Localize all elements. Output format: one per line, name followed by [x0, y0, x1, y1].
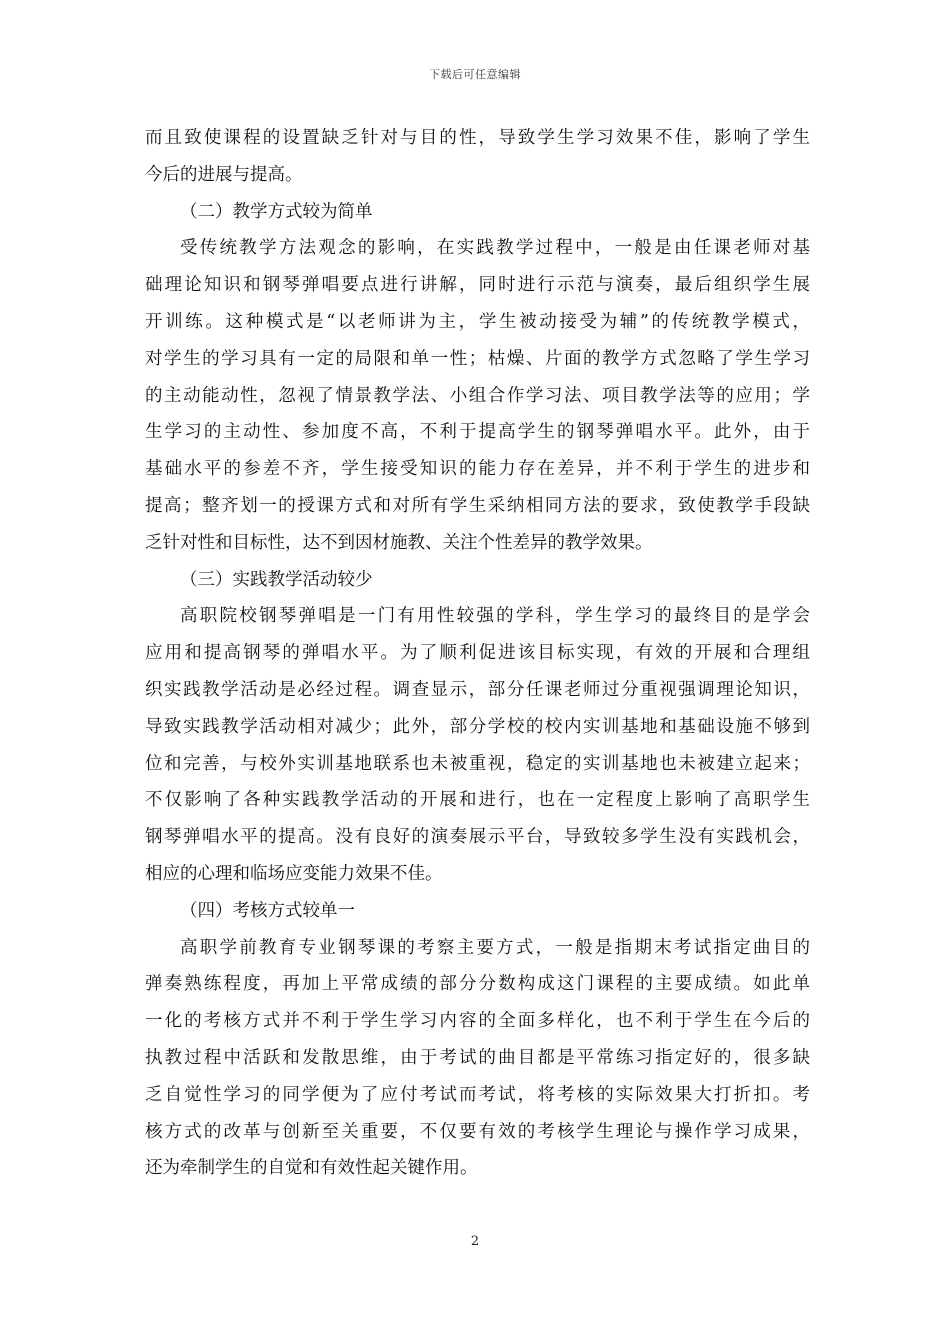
- paragraph-line: 还为牵制学生的自觉和有效性起关键作用。: [145, 1158, 478, 1179]
- paragraph-line: 核方式的改革与创新至关重要，不仅要有效的考核学生理论与操作学习成果，: [145, 1121, 810, 1142]
- section-heading: （二）教学方式较为简单: [180, 201, 373, 222]
- paragraph-line: 不仅影响了各种实践教学活动的开展和进行，也在一定程度上影响了高职学生: [145, 790, 810, 811]
- paragraph-line: 对学生的学习具有一定的局限和单一性；枯燥、片面的教学方式忽略了学生学习: [145, 348, 810, 369]
- paragraph-line: 导致实践教学活动相对减少；此外，部分学校的校内实训基地和基础设施不够到: [145, 716, 810, 737]
- paragraph-line: 位和完善，与校外实训基地联系也未被重视，稳定的实训基地也未被建立起来；: [145, 753, 810, 774]
- paragraph-line: 提高；整齐划一的授课方式和对所有学生采纳相同方法的要求，致使教学手段缺: [145, 495, 810, 516]
- paragraph-line: 弹奏熟练程度，再加上平常成绩的部分分数构成这门课程的主要成绩。如此单: [145, 974, 810, 995]
- paragraph-line: 的主动能动性，忽视了情景教学法、小组合作学习法、项目教学法等的应用；学: [145, 385, 810, 406]
- paragraph-line: 相应的心理和临场应变能力效果不佳。: [145, 863, 443, 884]
- paragraph-line: 生学习的主动性、参加度不高，不利于提高学生的钢琴弹唱水平。此外，由于: [145, 422, 810, 443]
- paragraph-line: 钢琴弹唱水平的提高。没有良好的演奏展示平台，导致较多学生没有实践机会，: [145, 827, 810, 848]
- paragraph-line: 高职学前教育专业钢琴课的考察主要方式，一般是指期末考试指定曲目的: [180, 937, 810, 958]
- paragraph-line: 乏针对性和目标性，达不到因材施教、关注个性差异的教学效果。: [145, 532, 653, 553]
- paragraph-line: 而且致使课程的设置缺乏针对与目的性，导致学生学习效果不佳，影响了学生: [145, 128, 810, 148]
- section-heading: （四）考核方式较单一: [180, 900, 355, 921]
- paragraph-line: 应用和提高钢琴的弹唱水平。为了顺利促进该目标实现，有效的开展和合理组: [145, 643, 810, 664]
- paragraph-line: 础理论知识和钢琴弹唱要点进行讲解，同时进行示范与演奏，最后组织学生展: [145, 275, 810, 296]
- paragraph-line: 执教过程中活跃和发散思维，由于考试的曲目都是平常练习指定好的，很多缺: [145, 1047, 810, 1068]
- paragraph-line: 一化的考核方式并不利于学生学习内容的全面多样化，也不利于学生在今后的: [145, 1011, 810, 1032]
- paragraph-line: 今后的进展与提高。: [145, 164, 303, 185]
- section-heading: （三）实践教学活动较少: [180, 569, 373, 590]
- paragraph-line: 基础水平的参差不齐，学生接受知识的能力存在差异，并不利于学生的进步和: [145, 459, 810, 480]
- page-header: 下载后可任意编辑: [429, 68, 521, 81]
- page-number: 2: [470, 1234, 480, 1249]
- document-body: [145, 120, 810, 1187]
- paragraph-line: 受传统教学方法观念的影响，在实践教学过程中，一般是由任课老师对基: [180, 238, 810, 259]
- paragraph-line: 乏自觉性学习的同学便为了应付考试而考试，将考核的实际效果大打折扣。考: [145, 1084, 810, 1105]
- paragraph-line: 织实践教学活动是必经过程。调查显示，部分任课老师过分重视强调理论知识，: [145, 679, 810, 700]
- paragraph-line: 高职院校钢琴弹唱是一门有用性较强的学科，学生学习的最终目的是学会: [180, 606, 810, 627]
- paragraph-line: 开训练。这种模式是“以老师讲为主，学生被动接受为辅”的传统教学模式，: [145, 311, 810, 332]
